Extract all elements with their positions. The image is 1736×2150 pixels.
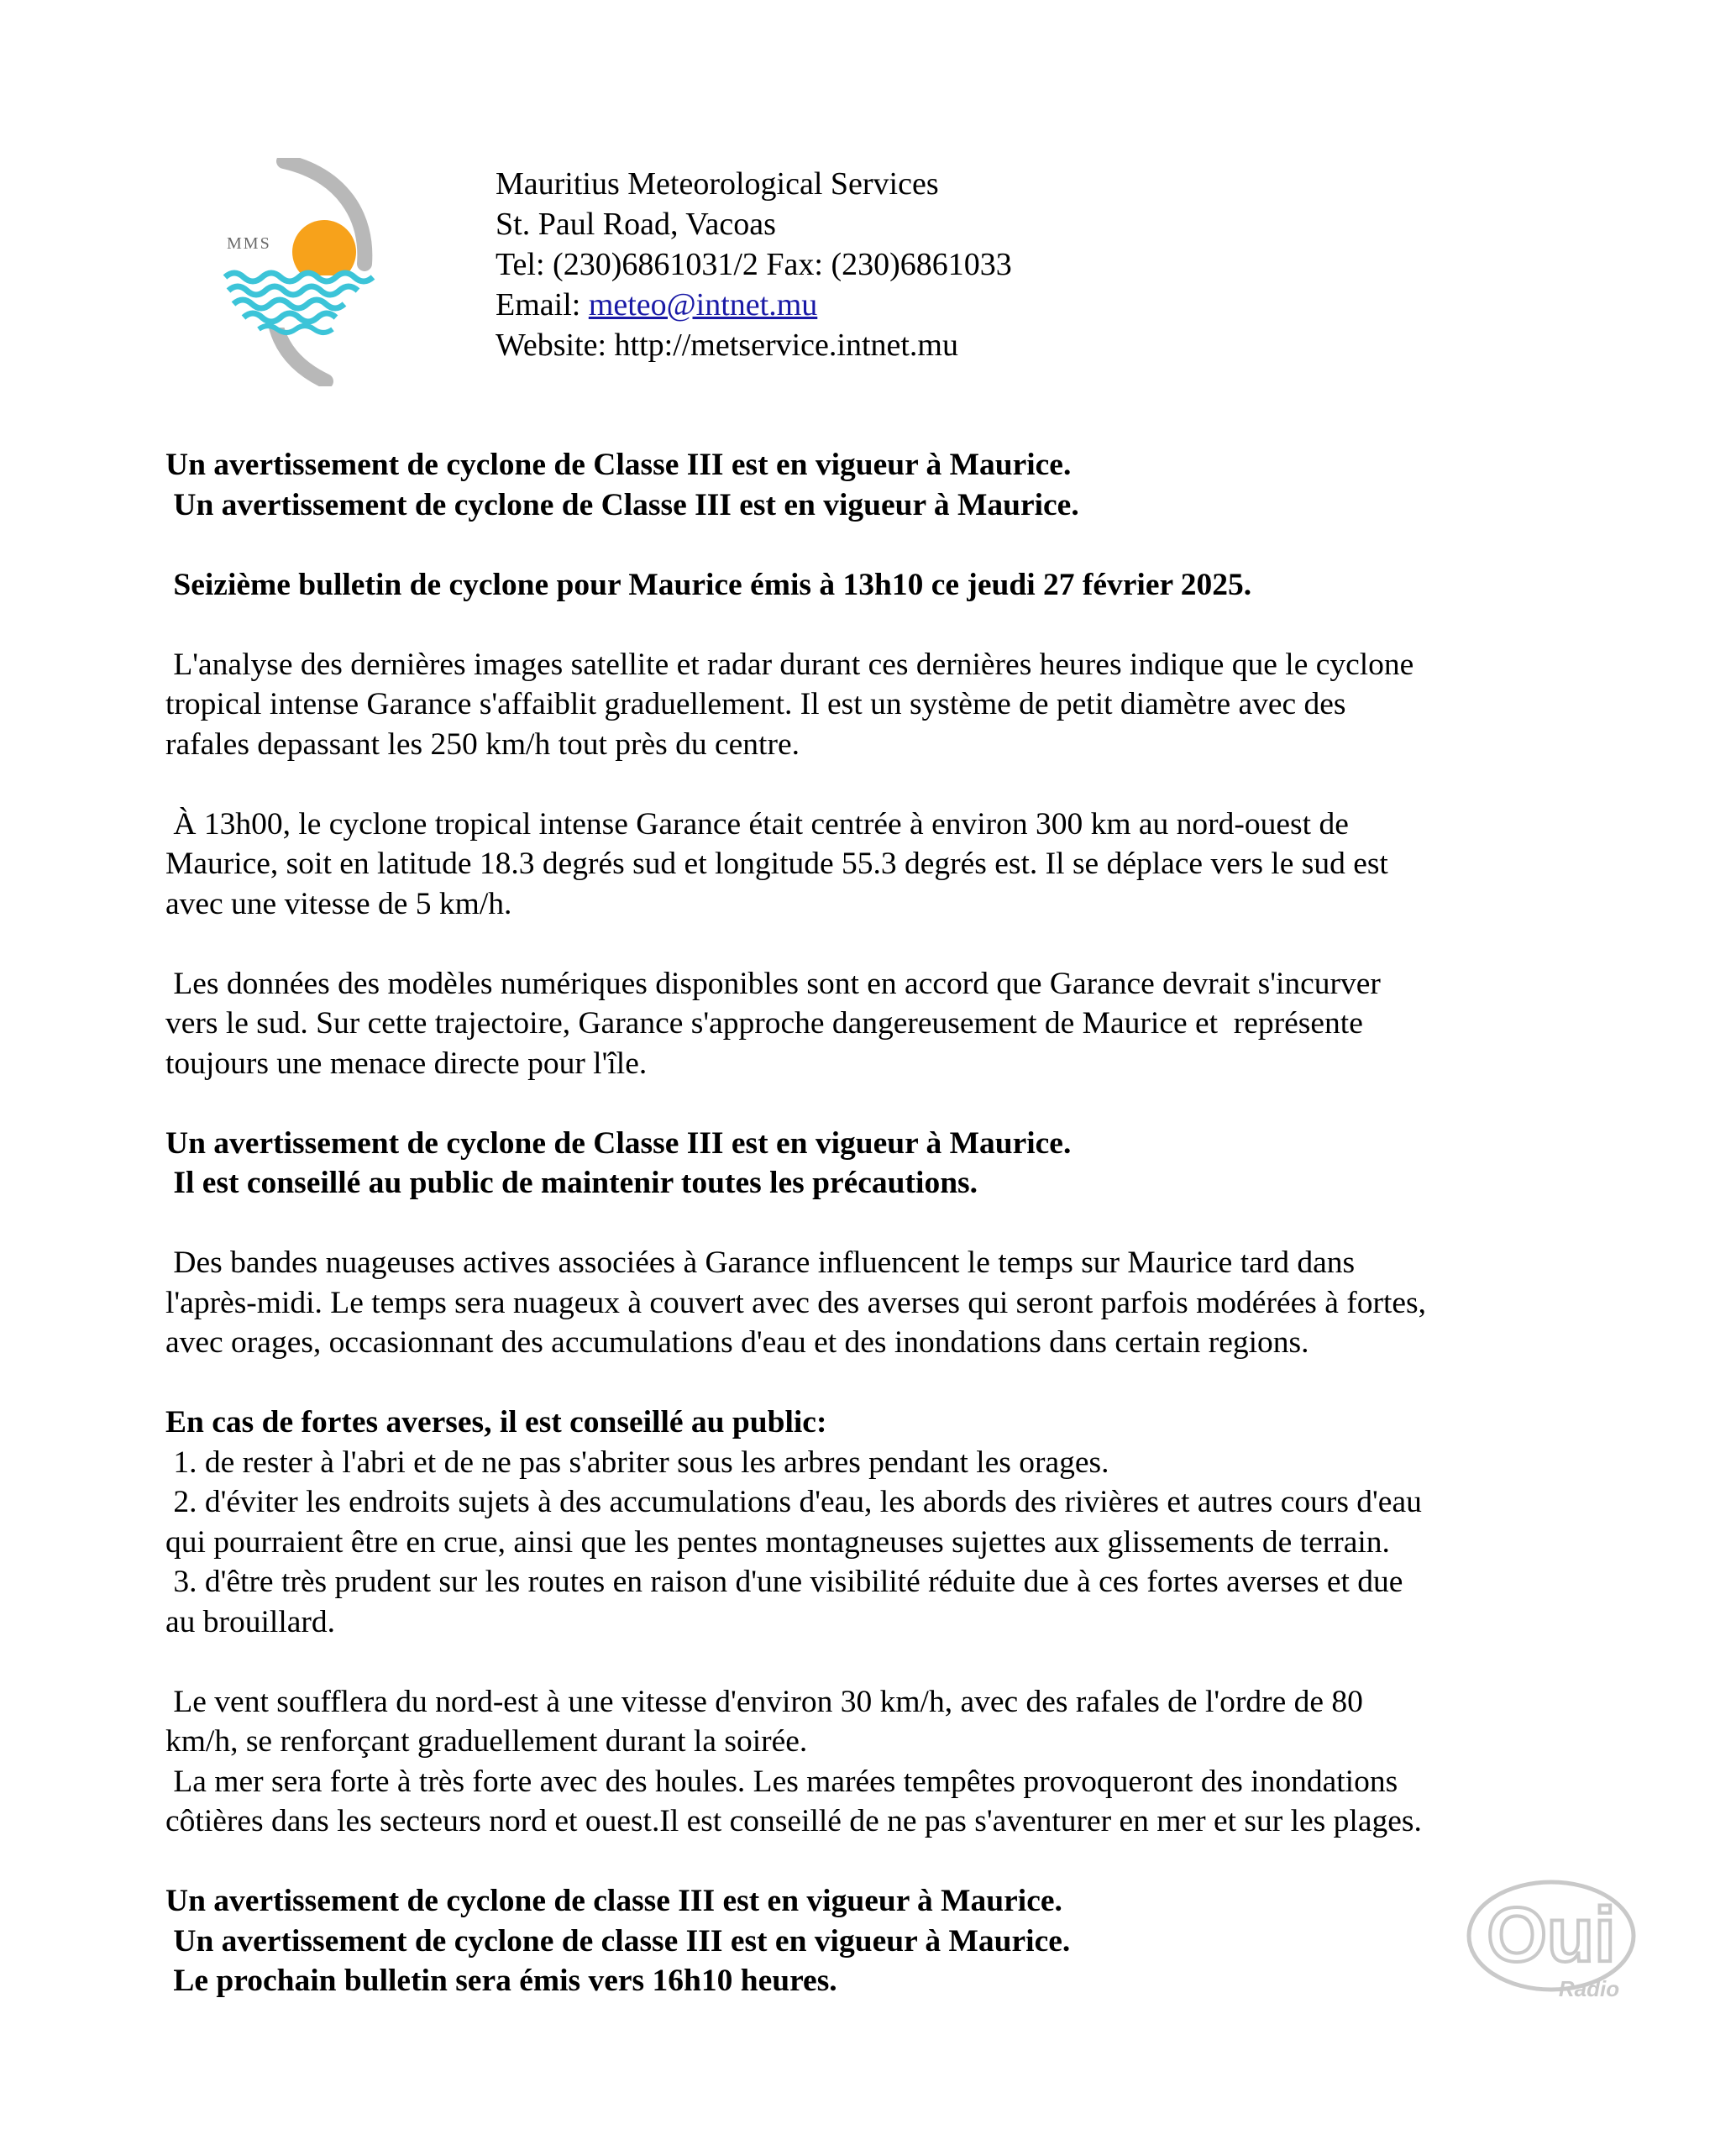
paragraph-sea-line-2: côtières dans les secteurs nord et ouest.Il est conseillé de ne pas s'aventurer en mer et sur les plages. <box>165 1804 1422 1838</box>
advice-item-2-line-2: qui pourraient être en crue, ainsi que les pentes montagneuses sujettes aux glissements de terrain. <box>165 1524 1390 1560</box>
next-bulletin: Le prochain bulletin sera émis vers 16h10 heures. <box>165 1964 837 1998</box>
advice-item-2-line-1: 2. d'éviter les endroits sujets à des accumulations d'eau, les abords des rivières et autres cours d'eau <box>165 1485 1422 1519</box>
warning-line-3: Un avertissement de cyclone de Classe III est en vigueur à Maurice. <box>165 1125 1072 1161</box>
paragraph-models-line-3: toujours une menace directe pour l'île. <box>165 1046 648 1081</box>
paragraph-weather-line-2: l'après-midi. Le temps sera nuageux à couvert avec des averses qui seront parfois modérées à fortes, <box>165 1285 1426 1320</box>
paragraph-sea-line-1: La mer sera forte à très forte avec des houles. Les marées tempêtes provoqueront des inondations <box>165 1764 1398 1799</box>
watermark-text: Oui <box>1487 1892 1616 1978</box>
paragraph-position-line-3: avec une vitesse de 5 km/h. <box>165 886 512 921</box>
email-link[interactable]: meteo@intnet.mu <box>588 287 818 322</box>
org-name: Mauritius Meteorological Services <box>496 166 939 202</box>
paragraph-weather-line-3: avec orages, occasionnant des accumulations d'eau et des inondations dans certain regions. <box>165 1325 1309 1360</box>
mms-logo <box>200 158 376 386</box>
watermark-sub: Radio <box>1558 1976 1620 2001</box>
paragraph-analysis-line-3: rafales depassant les 250 km/h tout près du centre. <box>165 726 800 762</box>
email-label: Email: <box>496 287 589 322</box>
paragraph-analysis-line-2: tropical intense Garance s'affaiblit graduellement. Il est un système de petit diamètre avec des <box>165 687 1346 721</box>
org-email-line <box>496 285 1012 325</box>
warning-line-4: Un avertissement de cyclone de classe III est en vigueur à Maurice. <box>165 1884 1062 1918</box>
warning-line-1: Un avertissement de cyclone de Classe III est en vigueur à Maurice. <box>165 448 1072 482</box>
paragraph-analysis-line-1: L'analyse des dernières images satellite et radar durant ces dernières heures indique que le cyclone <box>165 647 1414 682</box>
paragraph-wind-line-1: Le vent soufflera du nord-est à une vitesse d'environ 30 km/h, avec des rafales de l'ordre de 80 <box>165 1684 1363 1719</box>
bulletin-title: Seizième bulletin de cyclone pour Maurice émis à 13h10 ce jeudi 27 février 2025. <box>165 567 1252 602</box>
paragraph-wind-line-2: km/h, se renforçant graduellement durant la soirée. <box>165 1724 808 1759</box>
paragraph-models-line-1: Les données des modèles numériques disponibles sont en accord que Garance devrait s'incurver <box>165 966 1381 1001</box>
paragraph-position-line-2: Maurice, soit en latitude 18.3 degrés sud et longitude 55.3 degrés est. Il se déplace vers le sud est <box>165 847 1388 881</box>
warning-line-2: Un avertissement de cyclone de Classe III est en vigueur à Maurice. <box>165 487 1079 522</box>
org-website: Website: http://metservice.intnet.mu <box>496 328 958 363</box>
org-address: St. Paul Road, Vacoas <box>496 207 776 242</box>
advice-item-1: 1. de rester à l'abri et de ne pas s'abriter sous les arbres pendant les orages. <box>165 1445 1109 1480</box>
bulletin-body <box>165 445 1576 2001</box>
paragraph-position-line-1: À 13h00, le cyclone tropical intense Garance était centrée à environ 300 km au nord-ouest de <box>165 806 1349 842</box>
paragraph-weather-line-1: Des bandes nuageuses actives associées à Garance influencent le temps sur Maurice tard dans <box>165 1245 1356 1280</box>
logo-text: MMS <box>227 234 271 253</box>
precautions-advice: Il est conseillé au public de maintenir toutes les précautions. <box>165 1166 978 1200</box>
advice-item-3-line-2: au brouillard. <box>165 1604 336 1639</box>
oui-radio-watermark-logo <box>1463 1877 1639 2007</box>
paragraph-models-line-2: vers le sud. Sur cette trajectoire, Garance s'approche dangereusement de Maurice et représente <box>165 1006 1363 1041</box>
advice-heading: En cas de fortes averses, il est conseillé au public: <box>165 1405 827 1439</box>
warning-line-5: Un avertissement de cyclone de classe III est en vigueur à Maurice. <box>165 1923 1071 1959</box>
header-contact <box>496 164 1012 365</box>
org-tel-fax: Tel: (230)6861031/2 Fax: (230)6861033 <box>496 247 1012 282</box>
advice-item-3-line-1: 3. d'être très prudent sur les routes en raison d'une visibilité réduite due à ces fortes averses et due <box>165 1565 1403 1599</box>
